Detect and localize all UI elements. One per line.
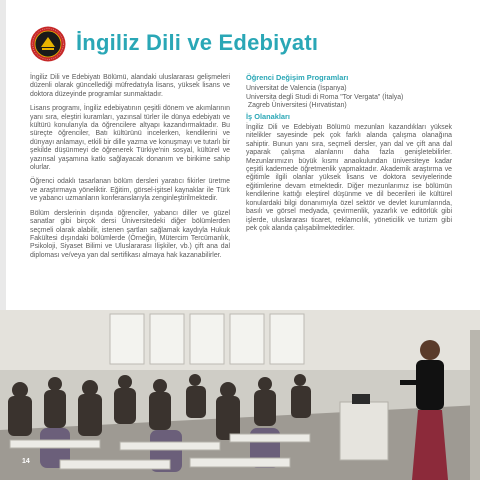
right-column xyxy=(246,74,452,239)
university-seal-icon xyxy=(30,26,66,62)
exchange-item: Zagreb Üniversitesi (Hırvatistan) xyxy=(246,102,347,110)
page-number: 14 xyxy=(22,458,30,465)
page-edge-strip xyxy=(0,0,6,310)
opportunities-heading: İş Olanakları xyxy=(246,111,290,121)
exchange-heading: Öğrenci Değişim Programları xyxy=(246,73,349,82)
undergraduate-paragraph: Lisans programı, İngiliz edebiyatının çeşitli dönem ve akımlarının yanı sıra, eleştiri kuramları, yazınsal türler ile dünya edebiyatı ve kültürü konularıyla da öğrencilere altyapı kazandırmaktadır. Bu süreçte öğrenciler, Batı kültürünü incelerken, kendilerini ve dünyayı anlamayı, etkili bir dille yazma ve konuşmayı ve tutarlı bir şekilde düşünmeyi de öğrenerek Türkiye'nin sosyal, kültürel ve yazınsal yaşamına katkı sağlayacak donanım ve birikime sahip olurlar. xyxy=(30,105,230,172)
exchange-item: Universitat de Valencia (İspanya) xyxy=(246,85,347,93)
opportunities-paragraph: İngiliz Dili ve Edebiyatı Bölümü mezunları kazandıkları yüksek nitelikler sayesinde pek çok farklı alanda çalışma olanağına sahiptir. Bunun yanı sıra, seçmeli dersler, yan dal ve çift ana dal yaparak çalışma alanlarını daha fazla genişletebilirler. Mezunlarımızın büyük kısmı anaokulundan üniversiteye kadar çeşitli kademede öğretmenlik yapmaktadır. Akademik araştırma ve eğitimle ilgili olanlar yüksek lisans ve doktora seviyelerinde eğitimlerine devam etmektedir. Diğer mezunlarımız ise bölümün kendilerine kattığı eleştirel düşünme ve dil becerileri ile kültürel konulardaki bilgi donanımıyla özel sektör ve devlet kurumlarında, basılı ve görsel medyada, çevirmenlik, yazarlık ve editörlük gibi işlerde, uluslararası ticaret, reklamcılık, yöneticilik ve turizm gibi pek çok alanda çalışabilmektedirler. xyxy=(246,124,452,232)
classroom-photo xyxy=(0,310,480,480)
courses-paragraph: Öğrenci odaklı tasarlanan bölüm dersleri yaratıcı fikirler üretme ve araştırmaya yöneliktir. Eğitim, görsel-işitsel kaynaklar ile Türk ve yabancı uzmanların konferanslarıyla zenginleştirilmektedir. xyxy=(30,178,230,203)
page-title: İngiliz Dili ve Edebiyatı xyxy=(76,30,319,55)
exchange-item: Universita degli Studi di Roma "Tor Vergata" (İtalya) xyxy=(246,93,404,101)
left-column xyxy=(30,74,230,266)
intro-paragraph: İngiliz Dili ve Edebiyatı Bölümü, alandaki uluslararası gelişmeleri düzenli olarak güncellediği müfredatıyla lisans, yüksek lisans ve doktora düzeyinde programlar sunmaktadır. xyxy=(30,74,230,98)
electives-paragraph: Bölüm derslerinin dışında öğrenciler, yabancı diller ve güzel sanatlar gibi birçok dersi Üniversitedeki diğer bölümlerden seçmeli olarak alabilir, istenen şartları sağlamak kaydıyla Hukuk Fakültesi dışındaki bölümlerde (Örneğin, Mütercim Tercümanlık, Psikoloji, Siyaset Bilimi ve Uluslararası İlişkiler, vb.) çift ana dal diploması ve/veya yan dal sertifikası almaya hak kazanabilirler. xyxy=(30,209,230,259)
